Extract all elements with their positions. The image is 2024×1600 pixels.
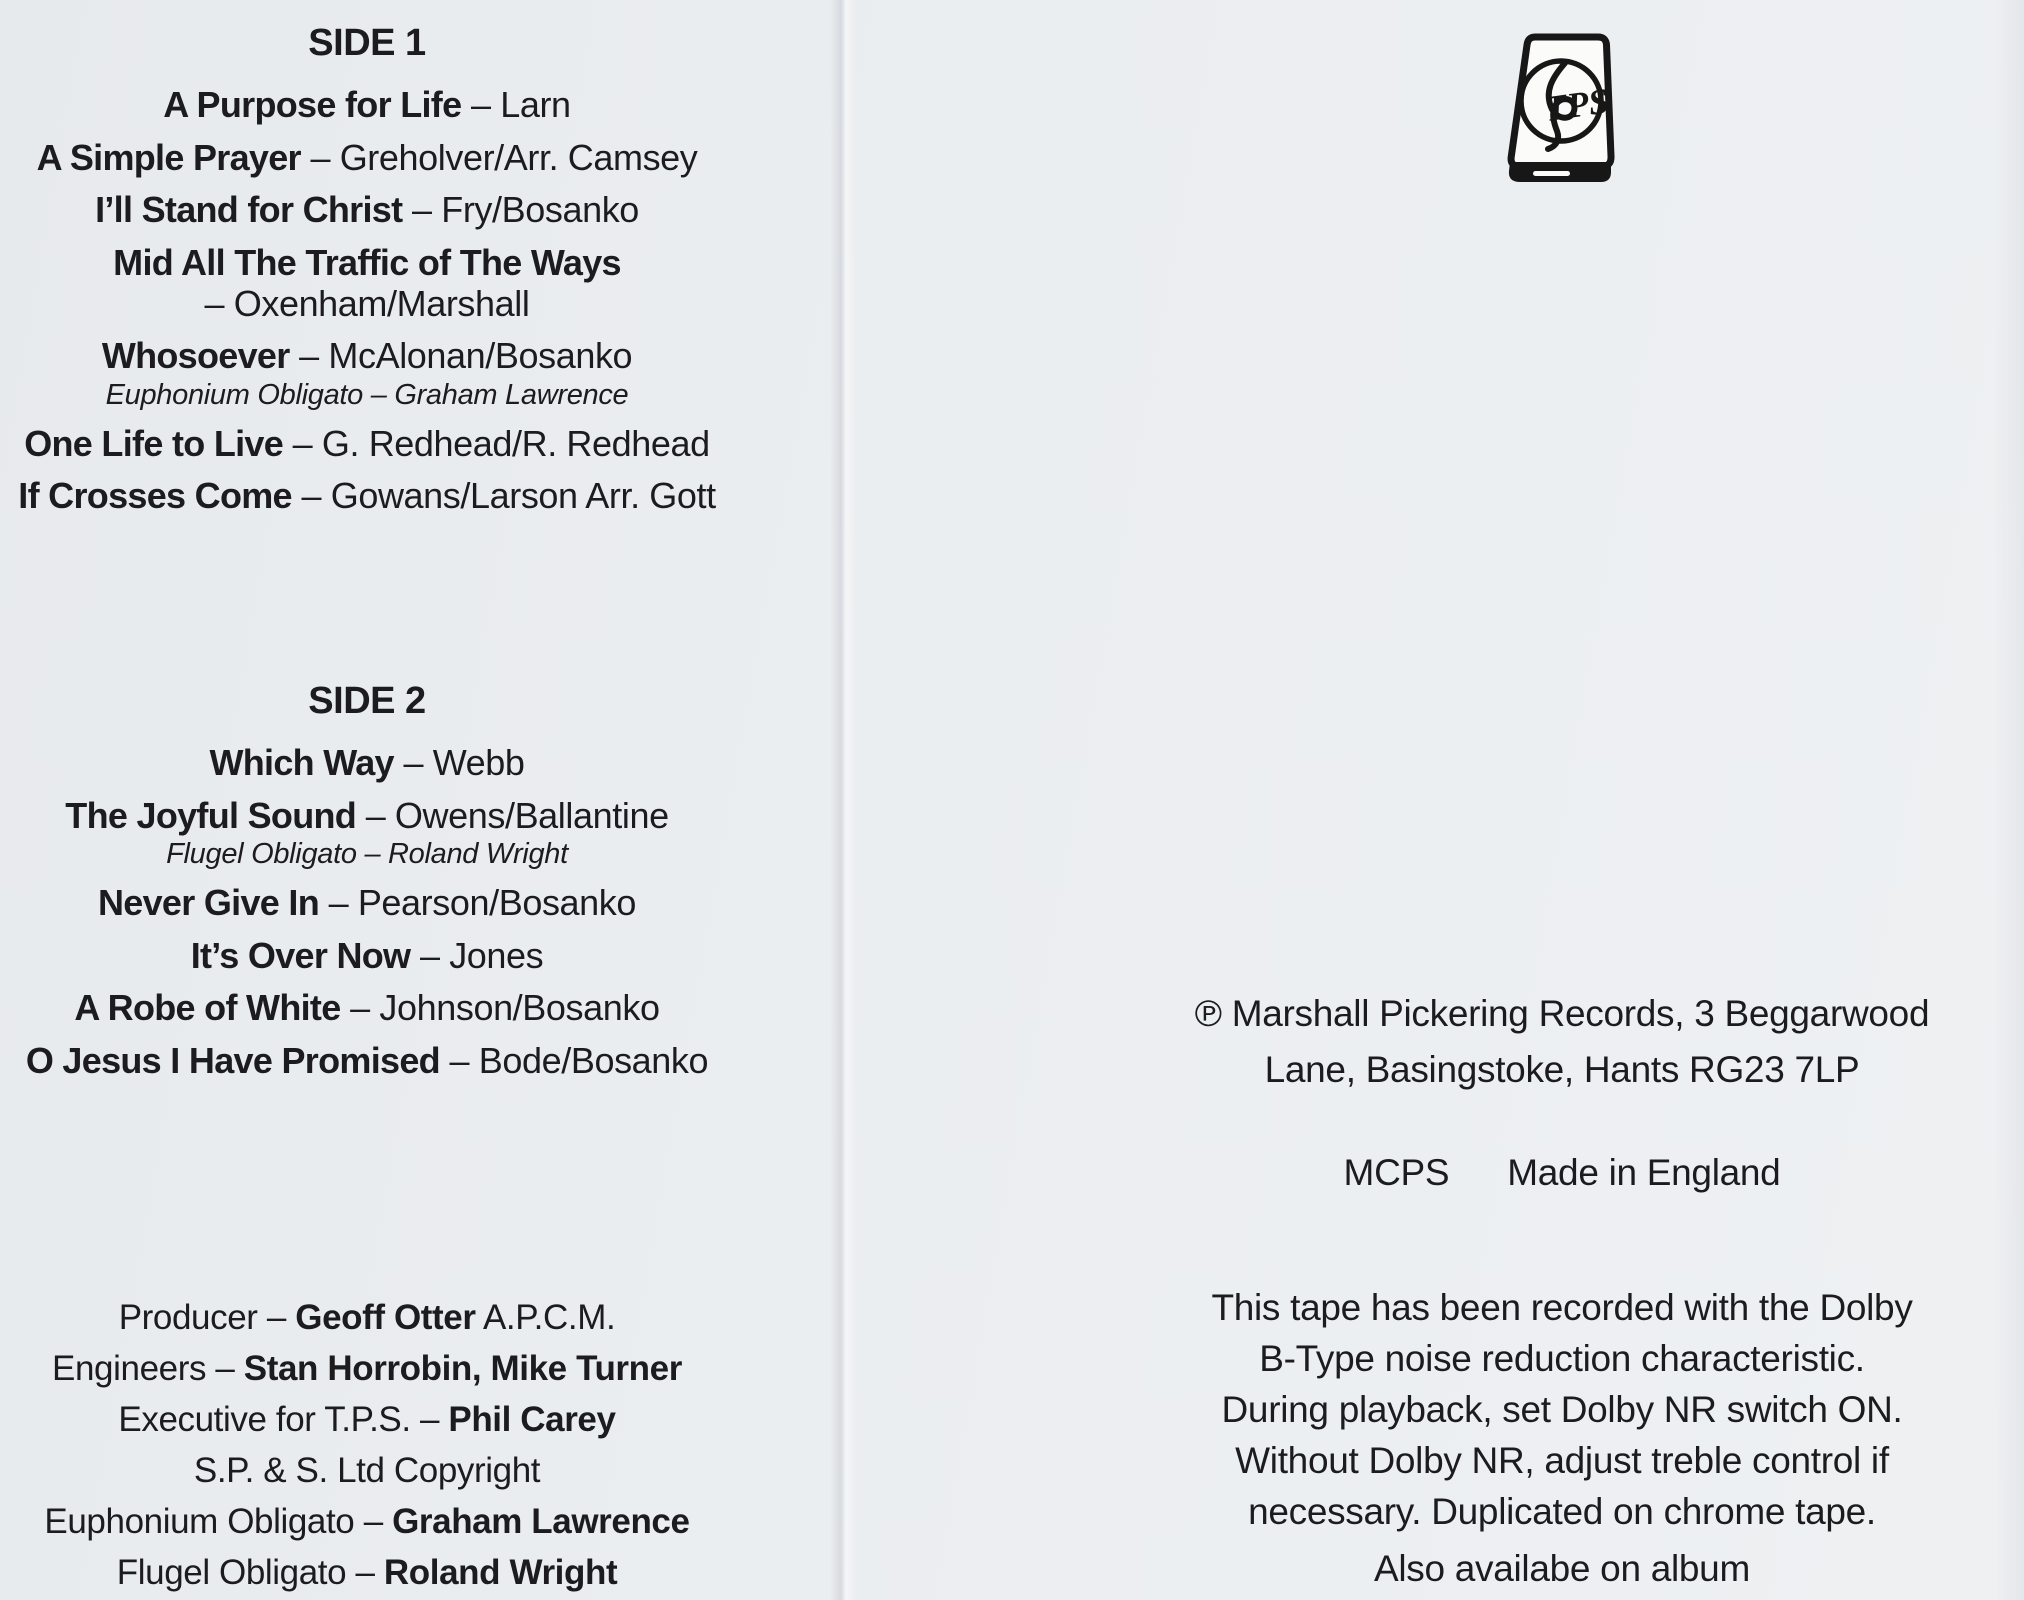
track-item [0,424,734,465]
dolby-notice [1100,1282,2024,1537]
track-credit: – Webb [403,742,525,783]
track-credit: – Pearson/Bosanko [328,882,637,924]
credit-name: Graham Lawrence [392,1502,690,1542]
track-obligato-note: Flugel Obligato – Roland Wright [166,838,568,871]
side1-tracklist [0,22,734,529]
production-credits [0,1292,734,1599]
phonogram-icon: ℗ [1194,993,1222,1034]
track-title: If Crosses Come [18,475,292,517]
dolby-line: During playback, set Dolby NR switch ON. [1221,1389,1903,1431]
credit-line [0,1496,734,1547]
track-title: It’s Over Now [190,934,411,976]
side2-tracklist [0,680,734,1094]
track-title: A Simple Prayer [36,136,301,178]
track-credit: – Bode/Bosanko [449,1040,709,1082]
track-item [0,85,734,126]
credit-role: S.P. & S. Ltd Copyright [193,1451,541,1491]
dolby-line: This tape has been recorded with the Dolby [1211,1287,1913,1328]
credit-name: Geoff Otter [295,1298,476,1337]
dolby-line: necessary. Duplicated on chrome tape. [1248,1491,1876,1533]
track-title: Whosoever [101,335,290,377]
credit-suffix: A.P.C.M. [475,1298,616,1337]
credit-line [0,1343,734,1394]
credit-line [0,1547,734,1598]
mcps-label: MCPS [1343,1152,1450,1193]
track-title: A Robe of White [74,987,341,1029]
track-credit: – Oxenham/Marshall [204,282,530,324]
track-item [0,190,734,231]
credit-line [0,1292,734,1343]
credit-name: Stan Horrobin, Mike Turner [243,1349,682,1389]
track-item [0,243,734,324]
publisher-line-2: Lane, Basingstoke, Hants RG23 7LP [1264,1048,1860,1090]
track-credit: – Johnson/Bosanko [350,987,660,1029]
credit-name: Roland Wright [383,1553,618,1593]
track-title: The Joyful Sound [65,794,357,836]
publisher-line-1 [1100,986,2024,1042]
mcps-line [1100,1152,2024,1194]
track-title: I’ll Stand for Christ [95,189,403,231]
track-item [0,743,734,784]
side1-heading: SIDE 1 [308,22,426,64]
publisher-text: Marshall Pickering Records, 3 Beggarwood [1231,993,1930,1034]
track-credit: – Greholver/Arr. Camsey [310,136,698,178]
track-item [0,1041,734,1082]
track-credit: – Owens/Ballantine [365,794,669,836]
publisher-block [1100,986,2024,1097]
track-credit: – Fry/Bosanko [412,189,639,231]
logo-base-notch [1533,171,1570,176]
track-item [0,336,734,411]
credit-line [0,1445,734,1496]
track-credit: – Larn [471,84,571,125]
credit-role: Euphonium Obligato – [44,1502,393,1542]
track-title: A Purpose for Life [163,84,462,125]
credit-role: Executive for T.P.S. – [118,1400,449,1440]
track-item [0,936,734,977]
track-credit: – McAlonan/Bosanko [299,335,633,377]
credit-line [0,1394,734,1445]
dolby-line: B-Type noise reduction characteristic. [1259,1338,1865,1380]
track-credit: – G. Redhead/R. Redhead [292,422,710,464]
track-title: Never Give In [97,882,319,924]
track-title: One Life to Live [24,422,284,464]
track-item [0,796,734,871]
tps-logo-graphic [1498,30,1628,188]
track-title: Mid All The Traffic of The Ways [113,242,621,284]
track-title: O Jesus I Have Promised [25,1040,440,1082]
track-title: Which Way [209,742,394,783]
credit-role: Flugel Obligato – [116,1553,384,1593]
track-item [0,988,734,1029]
dolby-line: Without Dolby NR, adjust treble control if [1235,1440,1889,1482]
track-item [0,138,734,179]
credit-role: Engineers – [52,1349,244,1389]
made-in-england-label: Made in England [1507,1152,1781,1193]
track-credit: – Gowans/Larson Arr. Gott [301,475,716,517]
side2-heading: SIDE 2 [308,680,426,722]
credit-role: Producer – [118,1298,296,1337]
tps-logo [1498,30,1628,188]
credit-name: Phil Carey [448,1400,616,1440]
track-obligato-note: Euphonium Obligato – Graham Lawrence [105,379,629,412]
also-available-line: Also availabe on album [1374,1548,1750,1589]
track-credit: – Jones [419,934,544,976]
track-item [0,476,734,517]
track-item [0,883,734,924]
fold-crease [830,0,856,1600]
logo-tps-letters: TPS [1542,80,1612,130]
